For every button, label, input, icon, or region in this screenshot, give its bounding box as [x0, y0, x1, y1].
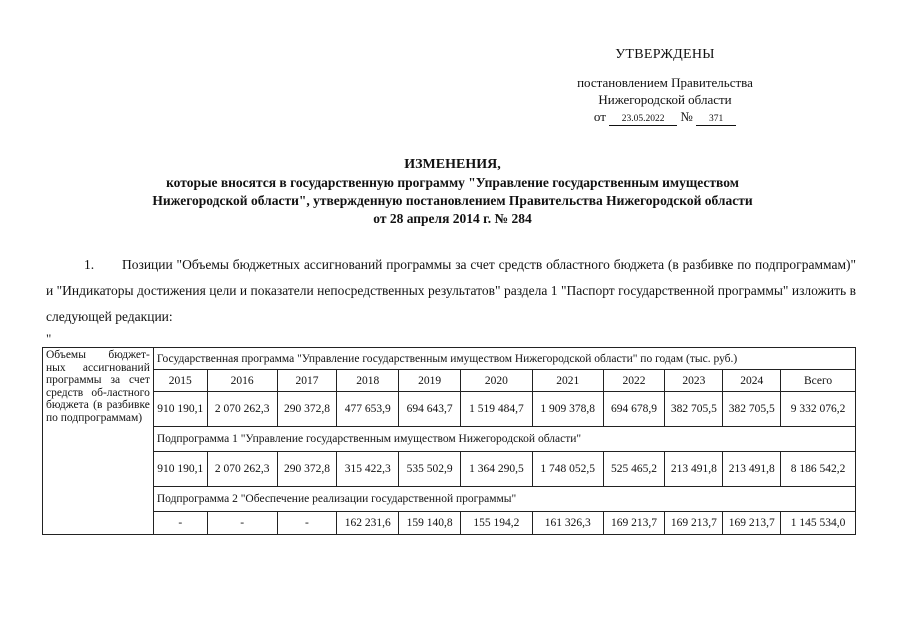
subprogram-2-values-row	[43, 512, 856, 535]
value-cell: 2 070 262,3	[207, 452, 277, 487]
paragraph-text: Позиции "Объемы бюджетных ассигнований программы за счет средств областного бюджета (в разбивке по подпрограммам)" и "Индикаторы достижения цели и показатели непосредственных результатов" раздела 1 "Паспорт государственной программы" изложить в следующей редакции:	[46, 257, 856, 324]
value-cell: 155 194,2	[461, 512, 533, 535]
total-value-cell: 9 332 076,2	[781, 392, 856, 427]
value-cell: 161 326,3	[532, 512, 603, 535]
approval-date: 23.05.2022	[609, 114, 677, 126]
value-cell: 2 070 262,3	[207, 392, 277, 427]
approval-stamp	[540, 46, 790, 126]
subprogram-2-title-row	[43, 487, 856, 512]
value-cell: 169 213,7	[723, 512, 781, 535]
subprogram-1-title-row	[43, 427, 856, 452]
value-cell: 525 465,2	[603, 452, 665, 487]
approval-line-2: Нижегородской области	[598, 92, 732, 107]
title-line-4: от 28 апреля 2014 г. № 284	[373, 211, 532, 226]
value-cell: 694 643,7	[399, 392, 461, 427]
value-cell: 162 231,6	[337, 512, 399, 535]
year-cell: 2024	[723, 370, 781, 392]
value-cell: 382 705,5	[665, 392, 723, 427]
program-values-row	[43, 392, 856, 427]
years-row	[43, 370, 856, 392]
subprogram-1-title: Подпрограмма 1 "Управление государственным имуществом Нижегородской области"	[153, 427, 855, 452]
approval-line-1: постановлением Правительства	[577, 75, 753, 90]
value-cell: 169 213,7	[665, 512, 723, 535]
value-cell: 694 678,9	[603, 392, 665, 427]
title-line-2: которые вносятся в государственную программу "Управление государственным имуществом	[166, 175, 739, 190]
year-cell: 2021	[532, 370, 603, 392]
value-cell: 169 213,7	[603, 512, 665, 535]
value-cell: 290 372,8	[277, 392, 337, 427]
value-cell: 477 653,9	[337, 392, 399, 427]
value-cell: 382 705,5	[723, 392, 781, 427]
row-header-cell: Объемы бюджет-ных ассигнований программы за счет средств об-ластного бюджета (в разбивке по подпрограммам)	[43, 348, 154, 535]
value-cell: 910 190,1	[153, 452, 207, 487]
value-cell: 1 364 290,5	[461, 452, 533, 487]
paragraph-1	[46, 252, 856, 330]
number-prefix: №	[680, 109, 693, 124]
year-cell: 2022	[603, 370, 665, 392]
value-cell: -	[207, 512, 277, 535]
year-cell: 2015	[153, 370, 207, 392]
year-cell: 2017	[277, 370, 337, 392]
total-value-cell: 1 145 534,0	[781, 512, 856, 535]
program-title-row	[43, 348, 856, 370]
approval-number: 371	[696, 114, 736, 126]
value-cell: 213 491,8	[723, 452, 781, 487]
value-cell: 315 422,3	[337, 452, 399, 487]
year-cell: 2023	[665, 370, 723, 392]
year-cell: 2019	[399, 370, 461, 392]
value-cell: 213 491,8	[665, 452, 723, 487]
value-cell: -	[277, 512, 337, 535]
subprogram-2-title: Подпрограмма 2 "Обеспечение реализации государственной программы"	[153, 487, 855, 512]
open-quote: "	[46, 331, 52, 346]
budget-table	[42, 347, 856, 535]
approval-date-line	[540, 108, 790, 126]
year-cell: 2016	[207, 370, 277, 392]
value-cell: 159 140,8	[399, 512, 461, 535]
value-cell: 1 519 484,7	[461, 392, 533, 427]
title-line-3: Нижегородской области", утвержденную постановлением Правительства Нижегородской области	[152, 193, 753, 208]
value-cell: -	[153, 512, 207, 535]
approval-heading: УТВЕРЖДЕНЫ	[615, 47, 715, 62]
subprogram-1-values-row	[43, 452, 856, 487]
title-line-1: ИЗМЕНЕНИЯ,	[404, 157, 501, 172]
paragraph-number: 1.	[84, 257, 95, 272]
value-cell: 1 748 052,5	[532, 452, 603, 487]
year-cell: 2018	[337, 370, 399, 392]
document-title	[90, 156, 815, 228]
total-header-cell: Всего	[781, 370, 856, 392]
value-cell: 535 502,9	[399, 452, 461, 487]
value-cell: 290 372,8	[277, 452, 337, 487]
value-cell: 1 909 378,8	[532, 392, 603, 427]
year-cell: 2020	[461, 370, 533, 392]
total-value-cell: 8 186 542,2	[781, 452, 856, 487]
program-title-cell: Государственная программа "Управление государственным имуществом Нижегородской области" по годам (тыс. руб.)	[153, 348, 855, 370]
value-cell: 910 190,1	[153, 392, 207, 427]
date-prefix: от	[593, 109, 606, 124]
